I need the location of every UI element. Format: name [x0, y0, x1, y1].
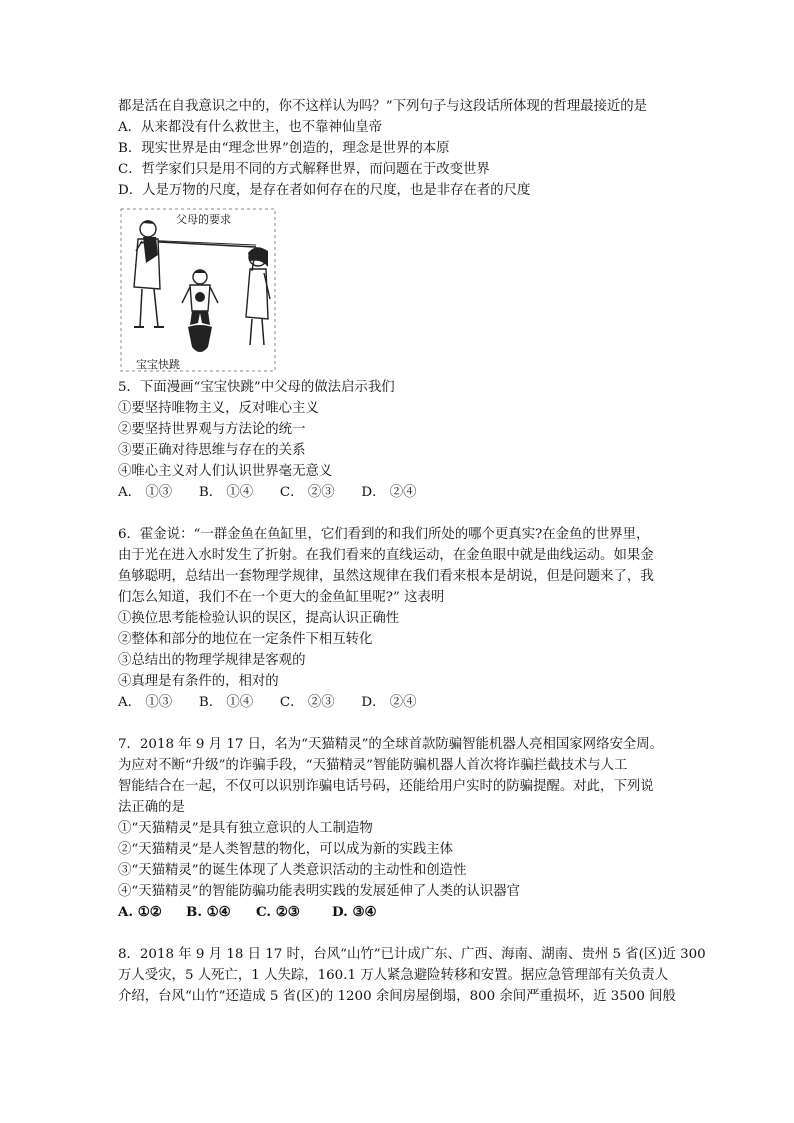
question-8	[118, 944, 706, 1007]
spacer	[118, 713, 688, 734]
question-4-option-a: A．从来都没有什么救世主，也不靠神仙皇帝	[118, 120, 383, 135]
question-4-option-b: B．现实世界是由“理念世界”创造的，理念是世界的本原	[118, 141, 450, 156]
question-7-stem-line-3: 智能结合在一起，不仅可以识别诈骗电话号码，还能给用户实时的防骗提醒。对此，下列说	[118, 779, 654, 794]
question-5-statement-2: ②要坚持世界观与方法论的统一	[118, 422, 306, 437]
question-5	[118, 377, 688, 503]
cartoon-title: 父母的要求	[176, 213, 231, 226]
question-4	[118, 96, 688, 201]
question-5-stem: 5．下面漫画“宝宝快跳”中父母的做法启示我们	[118, 380, 395, 395]
question-6-stem-line-3: 鱼够聪明，总结出一套物理学规律，虽然这规律在我们看来根本是胡说，但是问题来了，我	[118, 569, 654, 584]
cartoon-caption: 宝宝快跳	[136, 358, 180, 371]
question-6-statement-4: ④真理是有条件的，相对的	[118, 674, 279, 689]
question-7-choice-d: D. ③④	[332, 904, 377, 920]
question-7-stem-line-1: 7．2018 年 9 月 17 日，名为“天猫精灵”的全球首款防骗智能机器人亮相国家网络安全周。	[118, 737, 664, 752]
question-6-stem-line-2: 由于光在进入水时发生了折射。在我们看来的直线运动，在金鱼眼中就是曲线运动。如果金	[118, 548, 654, 563]
question-4-option-d: D．人是万物的尺度，是存在者如何存在的尺度，也是非存在者的尺度	[118, 183, 531, 198]
question-6-statement-2: ②整体和部分的地位在一定条件下相互转化	[118, 632, 373, 647]
question-4-option-c: C．哲学家们只是用不同的方式解释世界，而问题在于改变世界	[118, 162, 490, 177]
spacer	[118, 503, 688, 524]
question-7-choices	[118, 902, 688, 923]
question-6-statement-1: ①换位思考能检验认识的误区，提高认识正确性	[118, 611, 400, 626]
question-5-statement-4: ④唯心主义对人们认识世界毫无意义	[118, 464, 333, 479]
question-7-choice-c: C. ②③	[256, 904, 300, 920]
question-5-statement-3: ③要正确对待思维与存在的关系	[118, 443, 306, 458]
question-6	[118, 524, 688, 713]
question-6-stem-line-1: 6．霍金说：“一群金鱼在鱼缸里，它们看到的和我们所处的哪个更真实?在金鱼的世界里，	[118, 527, 650, 542]
question-5-choices: A． ①③ B． ①④ C． ②③ D． ②④	[118, 485, 417, 500]
question-4-stem-line: 都是活在自我意识之中的，你不这样认为吗？”下列句子与这段话所体现的哲理最接近的是	[118, 99, 648, 114]
cartoon-drawing	[118, 207, 278, 375]
question-7-statement-4: ④“天猫精灵”的智能防骗功能表明实践的发展延伸了人类的认识器官	[118, 884, 521, 899]
question-8-stem-line-3: 介绍，台风“山竹”还造成 5 省(区)的 1200 余间房屋倒塌，800 余间严重损坏，近 3500 间般	[118, 989, 676, 1004]
question-8-stem-line-1: 8．2018 年 9 月 18 日 17 时，台风“山竹”已计成广东、广西、海南、湖南、贵州 5 省(区)近 300	[118, 947, 706, 962]
question-6-choices: A． ①③ B． ①④ C． ②③ D． ②④	[118, 695, 417, 710]
question-7-statement-2: ②“天猫精灵”是人类智慧的物化，可以成为新的实践主体	[118, 842, 454, 857]
question-7-choice-b: B. ①④	[186, 904, 231, 920]
question-7-statement-3: ③“天猫精灵”的诞生体现了人类意识活动的主动性和创造性	[118, 863, 467, 878]
question-7-choice-a: A. ①②	[118, 904, 162, 920]
question-8-stem-line-2: 万人受灾，5 人死亡，1 人失踪，160.1 万人紧急避险转移和安置。据应急管理部有关负责人	[118, 968, 669, 983]
question-7-stem-line-4: 法正确的是	[118, 800, 185, 815]
cartoon-baby-jump	[118, 207, 278, 375]
question-5-statement-1: ①要坚持唯物主义，反对唯心主义	[118, 401, 319, 416]
question-6-stem-line-4: 们怎么知道，我们不在一个更大的金鱼缸里呢?” 这表明	[118, 590, 445, 605]
question-7-statement-1: ①“天猫精灵”是具有独立意识的人工制造物	[118, 821, 373, 836]
document-page	[118, 96, 706, 1007]
question-6-statement-3: ③总结出的物理学规律是客观的	[118, 653, 306, 668]
question-7	[118, 734, 688, 923]
spacer	[118, 923, 688, 944]
question-7-stem-line-2: 为应对不断“升级”的诈骗手段，“天猫精灵”智能防骗机器人首次将诈骗拦截技术与人工	[118, 758, 628, 773]
